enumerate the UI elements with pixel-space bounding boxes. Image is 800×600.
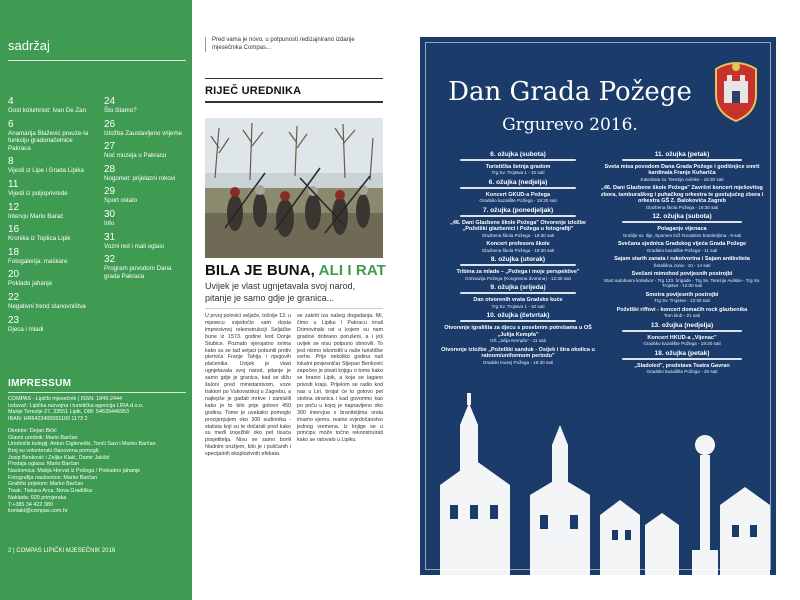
ornament-rule <box>460 215 576 217</box>
impressum-line: Josip Benković i Željko Klaić, Damir Jakšić <box>8 454 110 461</box>
event-title: Smotra povijesnih postrojbi <box>645 291 719 298</box>
toc-title: Noć muzeja u Pakracu <box>104 152 167 160</box>
toc-title: Negativni trend stanovništva <box>8 302 86 310</box>
impressum-line: Naslovnica: Matija Horvat iz Požega / Pokladno jahanje <box>8 468 141 475</box>
event-title: „46. Dani Glazbene škole Požega" Završni koncert mješovitog zbora, tamburaškog i puhačkog orkestra te gostujućeg zbora i orkestra GŠ Z. Balokovića Zagreb <box>600 185 764 205</box>
toc-page-number: 8 <box>8 156 14 168</box>
program-day-heading: 18. ožujka (petak) <box>654 349 710 357</box>
program-event <box>600 292 764 304</box>
toc-page-number: 18 <box>8 246 20 258</box>
program-day-heading: 11. ožujka (petak) <box>654 151 710 158</box>
event-title: „46. Dani Glazbene škole Požega" Otvorenje izložbe „Poželški glazbenici i Požega u fotografiji" <box>450 220 586 233</box>
ornament-rule <box>460 320 576 322</box>
toc-title: Vijesti iz Lipe i Grada Lipika <box>8 167 84 175</box>
event-location: Šetališna zona - 10 - 14 sati <box>653 262 711 268</box>
toc-title: Sport ostalo <box>104 197 138 205</box>
toc-column-left <box>8 96 92 337</box>
toc-page-number: 32 <box>104 254 116 266</box>
toc-title: Vozni red i mali oglasi <box>104 242 164 250</box>
program-day-heading: 7. ožujka (ponedjeljak) <box>482 207 554 214</box>
program-event <box>600 164 764 182</box>
article-column-1: U prvoj polovici veljače, točnije 13. u mjesecu svjedočio sam dosta impresivnoj rekonstrukciji Seljačke bune iz 1573. godine kod Donje Stubice. Poznato vjerojatno svima kako su se tad seljaci pobunili protiv plemića Franje Tahija i njegovih plaćenika. Uvijek je vlast ugnjetavala svoj narod, pitanje je samo gdje je granica, kad se dižu šaloni pred ministarstvom, voze traktori po Vukovarskoj u Zagrebu, a najlepše je gađati mrkve i zamislili kako je to bilo prije gotovo 450 godina. Tome je uvakako pomoglo procijenjujem oko 300 sudionika - statista koji su te dočarali pred kako su međi izvježbili oko pet tisuća posjetitelja. Nisu se samo borili hladnim oružjem, bilo je i puščanih i specijalnih eksplozivnih efekata. <box>205 313 291 458</box>
event-title: Tribina za mlade – „Požega i moje perspektive" <box>456 269 580 276</box>
toc-title: Program povodom Dana grada Pakraca <box>104 265 172 280</box>
program-event <box>438 325 598 343</box>
event-title: Otvorenje izložbe „Poželški sanduk - Osijek i šira okolica u ratnom/uniformom periodu" <box>441 346 595 360</box>
program-day <box>438 312 598 365</box>
program-day <box>438 151 598 176</box>
impressum-line: Fotografija naslovnice: Marko Barčan <box>8 474 97 481</box>
ornament-rule <box>460 187 576 189</box>
toc-entry[interactable] <box>8 179 92 198</box>
event-location: Trg Sv. Trojstva 1 - 10 sati <box>491 303 545 309</box>
program-event <box>600 256 764 268</box>
event-location: Start autobusni kolodvor - Trg 123. brigade - Trg Sv. Terezije Avilske - Trg Sv. Trojstva - 12:00 sati <box>603 277 761 289</box>
event-title: Sajam starih zanata i rukotvorina i Sajam antikviteta <box>614 256 750 263</box>
toc-page-number: 4 <box>8 96 14 107</box>
program-event <box>438 241 598 253</box>
program-day <box>438 256 598 281</box>
toc-entry[interactable] <box>8 224 92 243</box>
event-location: Gradski muzej Požega - 18:30 sati <box>482 359 554 365</box>
toc-page-number: 31 <box>104 231 116 243</box>
impressum-line: Naklada: 600 primjeraka <box>8 494 67 501</box>
toc-entry[interactable] <box>104 96 188 115</box>
event-location: Tom klub - 21 sati <box>664 313 700 319</box>
program-left-column <box>438 151 598 368</box>
toc-page-number: 6 <box>8 118 14 130</box>
toc-title: Info <box>104 219 115 227</box>
headline-part-2: ALI I RAT <box>318 262 386 279</box>
event-location: Gimnazija Požega (Kongresna dvorana) - 12:30 sati <box>465 275 571 281</box>
toc-entry[interactable] <box>8 202 92 221</box>
program-event <box>438 164 598 176</box>
toc-page-number: 22 <box>8 291 20 303</box>
toc-page-number: 30 <box>104 208 116 220</box>
impressum-line: Broj su volonterski članovima pomogli: <box>8 447 100 454</box>
toc-title: Kronika iz Toplica Lipik <box>8 235 71 243</box>
toc-page-number: 26 <box>104 118 116 130</box>
event-title: Turistička šetnja gradom <box>485 164 551 170</box>
toc-entry[interactable] <box>104 232 188 251</box>
impressum-line: IBAN: HR6423400091100 1173 2 <box>8 416 88 423</box>
toc-page-number: 29 <box>104 186 116 198</box>
program-day-heading: 13. ožujka (nedjelja) <box>650 321 714 329</box>
event-location: Glazbena škola Požega - 19:30 sati <box>481 232 555 238</box>
toc-title: Anamarija Blažević preuze-la funkciju gradonačelnice Pakraca <box>8 129 89 152</box>
impressum-line: Glavni urednik: Mario Barčan <box>8 434 78 441</box>
toc-entry[interactable] <box>104 164 188 183</box>
program-day <box>600 213 764 319</box>
event-title: Svečani mimohod povijesnih postrojbi <box>631 271 733 278</box>
event-location: Gradsko kazalište Požega - 19:30 sati <box>643 341 721 347</box>
toc-entry[interactable] <box>104 141 188 160</box>
toc-title: Izložba Zaustavljeno vrijeme <box>104 129 183 137</box>
toc-entry[interactable] <box>104 209 188 228</box>
program-event <box>600 185 764 210</box>
ornament-rule <box>460 292 576 294</box>
impressum-heading: IMPRESSUM <box>8 378 72 389</box>
coat-of-arms-icon <box>710 61 762 123</box>
headline-part-1: BILA JE BUNA, <box>205 262 319 279</box>
event-location: Trg Sv. Trojstva 1 - 10 sati <box>491 170 545 176</box>
toc-entry[interactable] <box>8 269 92 288</box>
event-location: Gradsko kazalište Požega - 19:30 sati <box>479 198 557 204</box>
toc-page-number: 24 <box>104 96 116 107</box>
toc-title: Djeca i mladi <box>8 325 44 333</box>
impressum-line: Urednički kolegij: Antun Cigleneški, Tonči Savi i Marko Barčan <box>8 441 156 448</box>
toc-title: Što čitamo? <box>104 107 137 114</box>
program-event <box>600 271 764 289</box>
event-title: Koncert HKUD-a „Vijenac" <box>647 334 717 341</box>
program-event <box>438 269 598 281</box>
program-day <box>438 207 598 253</box>
ornament-rule <box>622 221 742 223</box>
toc-page-number: 28 <box>104 163 116 175</box>
article-photo <box>205 118 383 258</box>
program-event <box>438 297 598 309</box>
program-day-heading: 9. ožujka (srijeda) <box>490 284 546 292</box>
program-day-heading: 6. ožujka (nedjelja) <box>488 179 548 186</box>
toc-entry[interactable] <box>8 96 92 115</box>
ornament-rule <box>460 159 576 161</box>
program-day <box>438 284 598 309</box>
ornament-rule <box>622 330 742 332</box>
toc-entry[interactable] <box>8 119 92 153</box>
ornament-rule <box>622 159 742 161</box>
program-day-heading: 12. ožujka (subota) <box>652 213 712 221</box>
toc-entry[interactable] <box>8 247 92 266</box>
article-headline <box>205 262 386 279</box>
toc-page-number: 11 <box>8 178 19 190</box>
toc-page-number: 23 <box>8 314 20 326</box>
toc-page-number: 27 <box>104 141 116 153</box>
event-poster <box>420 37 776 575</box>
impressum-line: kontakt@compas.com.hr <box>8 508 68 515</box>
program-event <box>600 241 764 253</box>
impressum-line: Direktor: Dejan Bičić <box>8 427 57 434</box>
toc-entry[interactable] <box>8 315 92 334</box>
contents-sidebar <box>0 0 192 600</box>
impressum-line: T:+385 34 422 380 <box>8 501 53 508</box>
program-day-heading: 10. ožujka (četvrtak) <box>486 312 550 320</box>
event-location: Trg Sv. Trojstva - 12:30 sati <box>654 298 710 304</box>
toc-entry[interactable] <box>8 156 92 175</box>
toc-page-number: 16 <box>8 224 20 236</box>
toc-title: Poklado jahanje <box>8 280 53 288</box>
toc-column-right <box>104 96 188 284</box>
event-title: Koncert profesora škole <box>486 241 550 248</box>
ornament-rule <box>622 358 742 360</box>
toc-entry[interactable] <box>104 119 188 138</box>
toc-entry[interactable] <box>8 292 92 311</box>
impressum-block <box>8 396 188 515</box>
article-subhead: Uvijek je vlast ugnjetavala svoj narod, pitanje je samo gdje je granica... <box>205 281 356 303</box>
battle-reenactment-photo <box>205 118 383 258</box>
event-title: Polaganje vijenaca <box>657 226 707 233</box>
divider <box>205 101 383 103</box>
divider <box>205 78 383 79</box>
intro-text: Pred vama je novo, u potpunosti redizajnirano izdanje mjesečnika Compas... <box>205 37 383 52</box>
toc-title: Nogomet: prijelazni rokovi <box>104 174 176 182</box>
program-event <box>438 347 598 365</box>
contents-heading: sadržaj <box>8 38 50 53</box>
toc-entry[interactable] <box>104 186 188 205</box>
divider <box>8 60 186 61</box>
program-right-column <box>600 151 764 378</box>
event-location: Glazbena škola Požega - 19:30 sati <box>645 204 719 210</box>
divider <box>8 392 186 393</box>
event-location: Gradsko kazalište Požega - 11 sati <box>646 247 718 253</box>
event-title: Sveta misa povodom Dana Grada Požege i godišnjice smrti kardinala Franje Kuharića <box>604 164 760 177</box>
impressum-line: Izdavač: Lipička razvojna i turistička agencija LIRA d.o.o. <box>8 402 144 409</box>
poster-title: Dan Grada Požege <box>448 77 692 107</box>
event-title: „Sladoled", predstava Teatra Gavran <box>634 362 730 369</box>
toc-title: Fotogalerija: maškare <box>8 257 68 265</box>
impressum-line: Prodaja oglasa: Mario Barčan <box>8 461 80 468</box>
program-day <box>600 322 764 347</box>
event-title: Otvorenje igrališta za djecu s posebnim potrebama u OŠ „Julija Kempfa" <box>444 325 592 338</box>
impressum-line: Tisak: Tiskara Arca, Nova Gradiška <box>8 488 92 495</box>
program-event <box>600 226 764 238</box>
program-event <box>600 335 764 347</box>
program-event <box>600 307 764 319</box>
toc-title: Intervju Mario Barać <box>8 212 64 220</box>
event-title: Svečana sjednica Gradskog vijeća Grada Požege <box>617 241 747 248</box>
event-location: Glazbena škola Požega - 19:30 sati <box>481 247 555 253</box>
section-title: RIJEČ UREDNIKA <box>205 85 302 97</box>
program-event <box>438 220 598 238</box>
poster-subtitle: Grgurevo 2016. <box>502 115 638 135</box>
impressum-line: Marije Terezije 27, 33551 Lipik, OIB: 54639446953 <box>8 409 129 416</box>
ornament-rule <box>460 264 576 266</box>
toc-page-number: 20 <box>8 269 20 281</box>
toc-entry[interactable] <box>104 254 188 280</box>
event-title: Koncert GKUD-a Požega <box>485 192 551 198</box>
toc-page-number: 12 <box>8 201 20 213</box>
event-location: Groblje sv. Ilije, Spomen križ hrvatskim braniteljima - 9 sati <box>622 232 742 238</box>
toc-title: Gost kolumnist: Ivan De Zan <box>8 107 87 114</box>
program-day <box>600 151 764 210</box>
event-location: Katedrala sv. Terezije Avilske - 18:30 sati <box>640 176 724 182</box>
toc-title: Vijesti iz poljoprivrede <box>8 189 68 197</box>
impressum-line: Grafički prijelom: Marko Barčan <box>8 481 84 488</box>
divider <box>205 308 383 309</box>
program-event <box>438 192 598 204</box>
event-title: Poželški riffovi - koncert domaćih rock glazbenika <box>616 306 748 313</box>
program-day <box>438 179 598 204</box>
impressum-line: COMPAS - Lipički mjesečnik | ISSN: 1849-2444 <box>8 396 122 402</box>
event-location: OŠ „Julija Kempfa" - 11 sati <box>490 338 546 344</box>
event-location: Gradsko kazalište Požega - 20 sati <box>646 369 718 375</box>
event-title: Dan otvorenih vrata Gradske kuće <box>473 297 563 304</box>
article-column-2: se zakriti iza našeg dogadanja. Mi, čimo u Lipiku i Pakracu imali Domovinski rat u kojem su nam gradovi dobrano porušeni, a i još uvijek se nisu potpuno obnovili. To jest nismo iskoristili u naše turističke svrhe. Prije nekoliko godina naš lokalni povjesničar Stjepan Benković započeo je pisati knjigu o tome kako se branio Lipik, a koja se lagano privodi kraju. Prijelom se radio kod nas u Liri, brojat će to gotovo pet stotina stranica i kad govorimo kao po priču u kojoj je napravljeno oko 300 intervjua s braniteljima onda imamo vjerno, realno svjedočanstvo jednog vremena. Iz knjige se u principu može točno rekonstruirati kako se ratovalo u Lipiku. <box>297 313 383 444</box>
page-footer: 2 | COMPAS LIPIČKI MJESEČNIK 2016 <box>8 548 116 554</box>
program-day-heading: 6. ožujka (subota) <box>490 151 546 158</box>
program-day-heading: 8. ožujka (utorak) <box>490 256 546 264</box>
